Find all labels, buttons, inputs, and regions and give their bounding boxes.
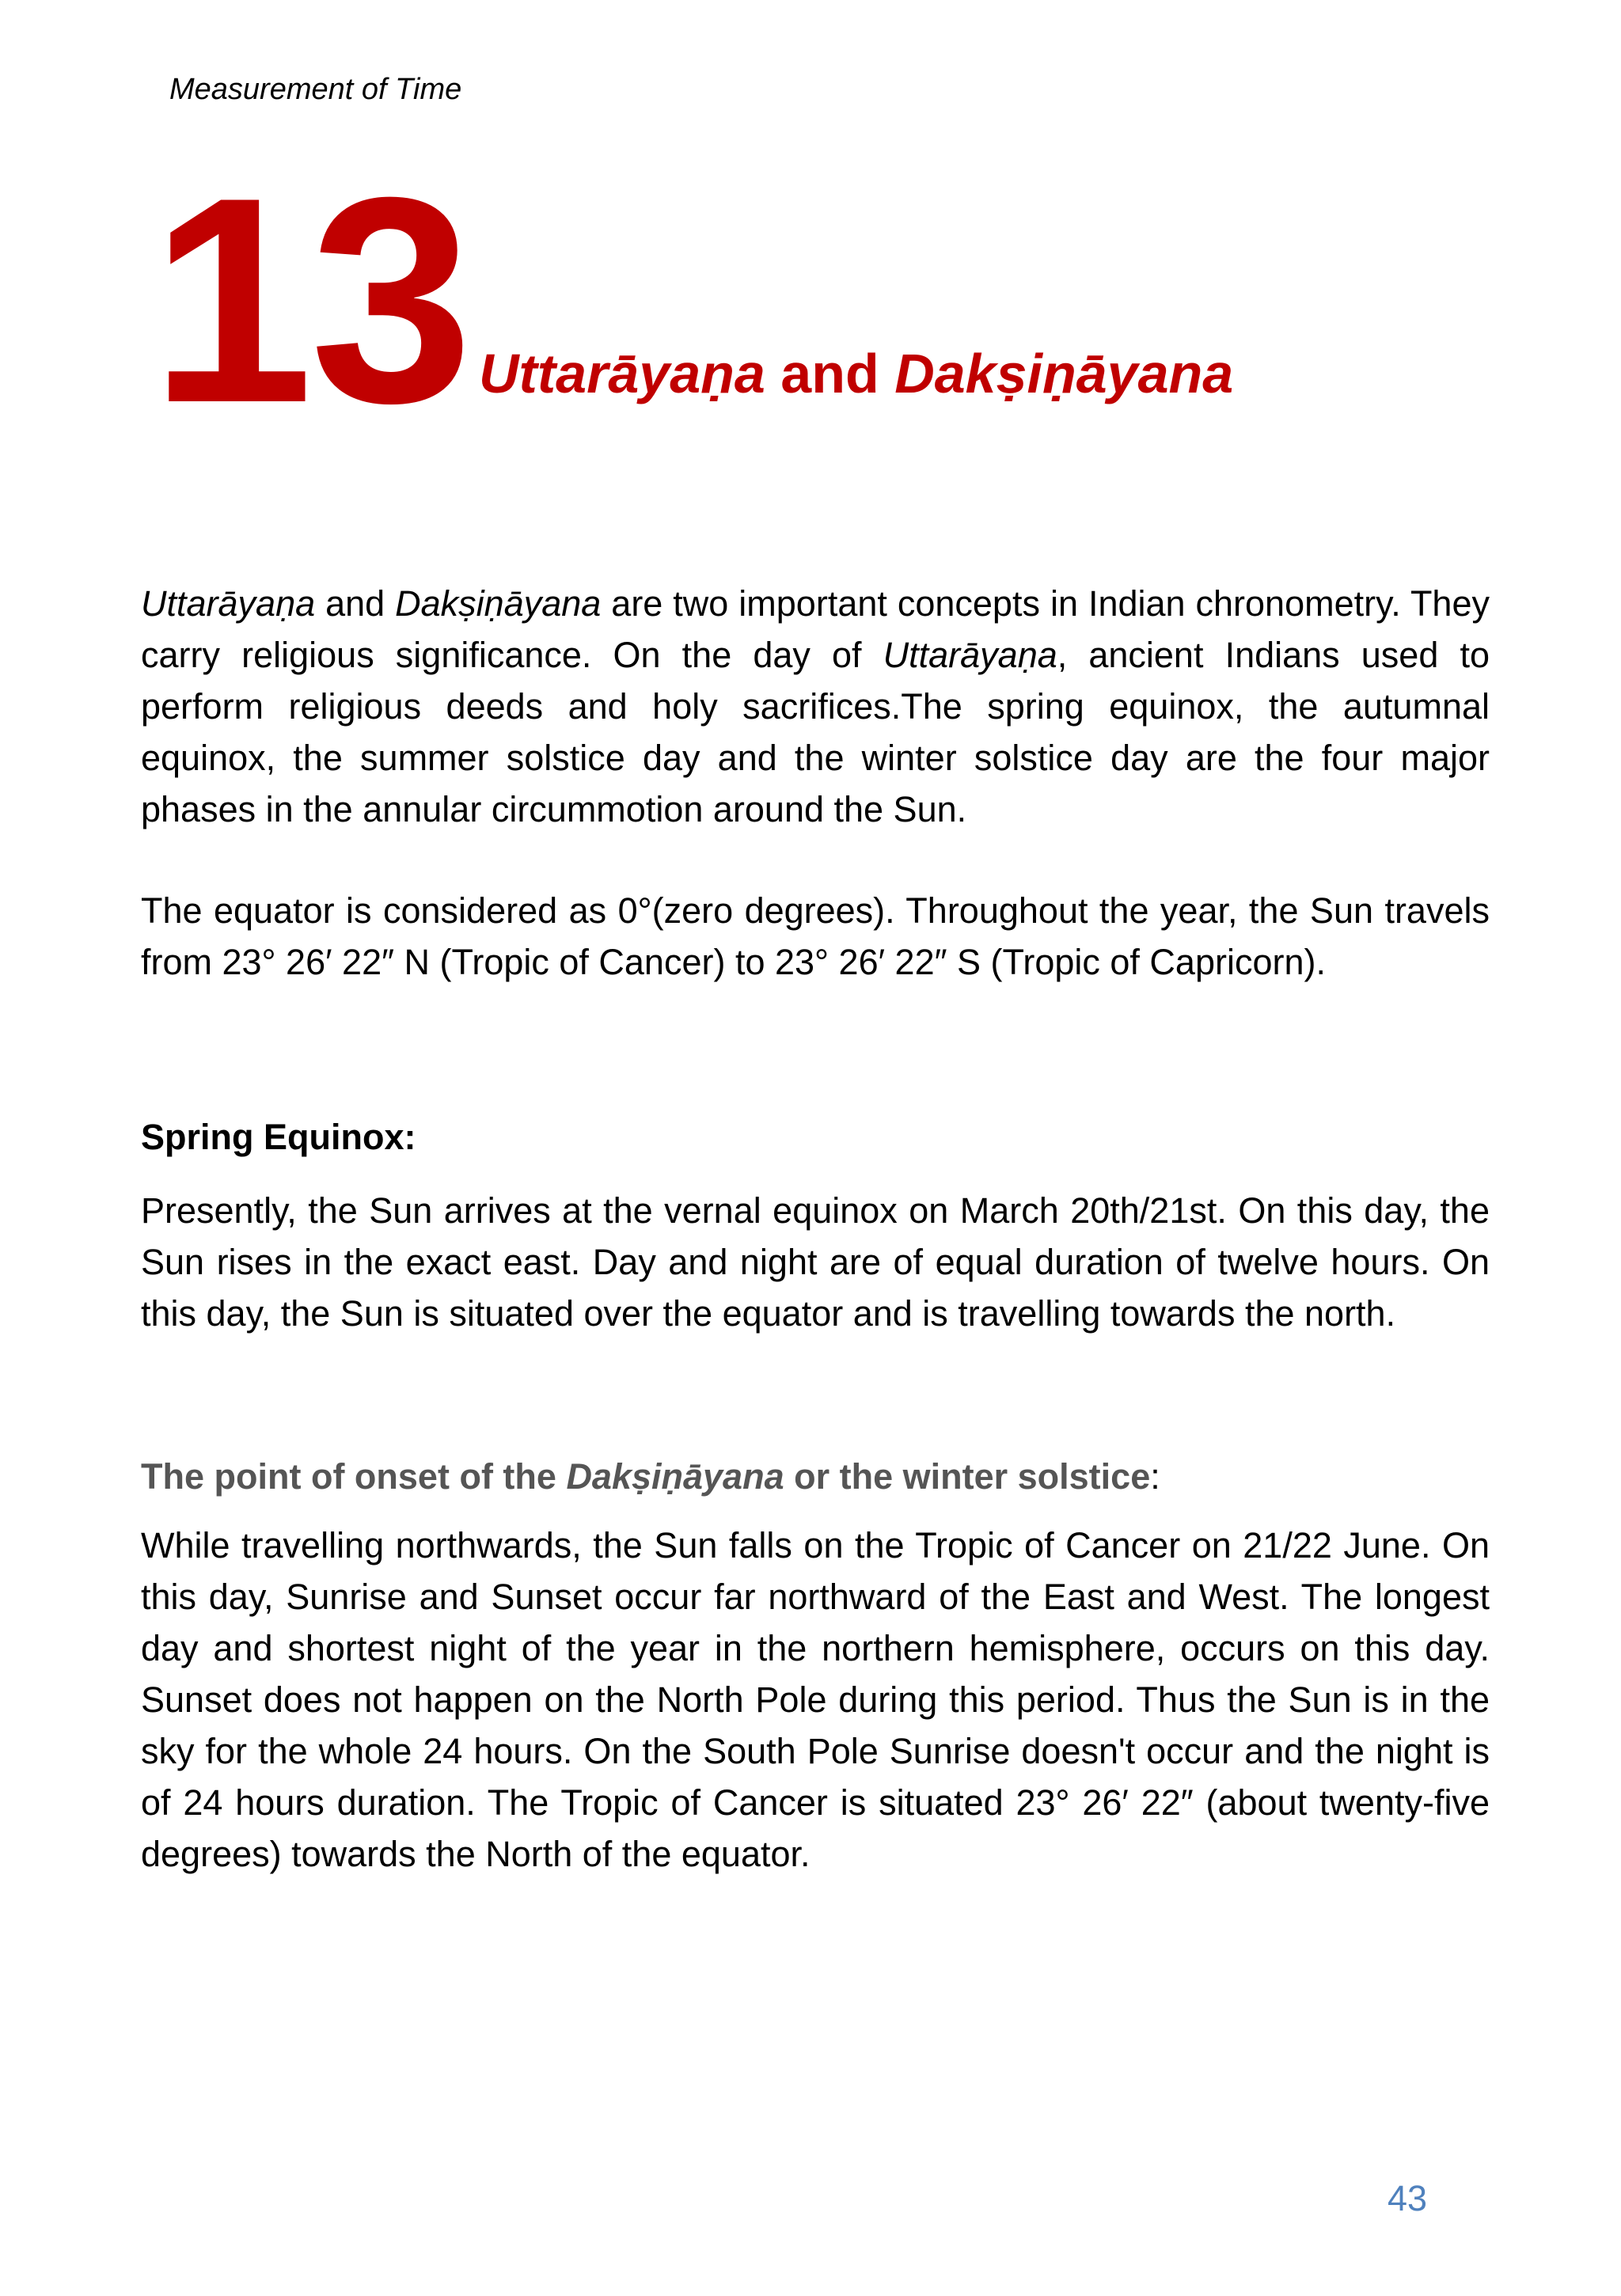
spring-equinox-heading: Spring Equinox: <box>141 1117 416 1157</box>
chapter-title-term-1: Uttarāyaṇa <box>479 343 765 404</box>
term-dakshinayana: Dakṣiṇāyana <box>395 583 602 624</box>
dakshinayana-onset-heading <box>141 1451 1160 1502</box>
intro-paragraph <box>141 578 1490 835</box>
onset-heading-colon: : <box>1150 1456 1160 1497</box>
equator-paragraph: The equator is considered as 0°(zero degrees). Throughout the year, the Sun travels from 23° 26′ 22″ N (Tropic of Cancer) to 23° 26′ 22″ S (Tropic of Capricorn). <box>141 890 1490 982</box>
spring-equinox-paragraph: Presently, the Sun arrives at the vernal equinox on March 20th/21st. On this day, the Sun rises in the exact east. Day and night are of equal duration of twelve hours. On this day, the Sun is situated over the equator and is travelling towards the north. <box>141 1190 1490 1334</box>
term-uttarayana-2: Uttarāyaṇa <box>883 635 1057 675</box>
chapter-title-term-2: Dakṣiṇāyana <box>894 343 1234 404</box>
term-uttarayana: Uttarāyaṇa <box>141 583 316 624</box>
intro-text-1: and <box>315 583 396 624</box>
page-number: 43 <box>1388 2178 1428 2218</box>
chapter-title-and: and <box>765 343 895 404</box>
onset-heading-prefix: The point of onset of the <box>141 1456 567 1497</box>
onset-heading-term: Dakṣiṇāyana <box>566 1456 784 1497</box>
winter-solstice-paragraph: While travelling northwards, the Sun falls on the Tropic of Cancer on 21/22 June. On this day, Sunrise and Sunset occur far northward of the East and West. The longest day and shortest night of the year in the northern hemisphere, occurs on this day. Sunset does not happen on the North Pole during this period. Thus the Sun is in the sky for the whole 24 hours. On the South Pole Sunrise doesn't occur and the night is of 24 hours duration. The Tropic of Cancer is situated 23° 26′ 22″ (about twenty-five degrees) towards the North of the equator. <box>141 1525 1490 1874</box>
chapter-number: 13 <box>150 137 470 464</box>
running-head: Measurement of Time <box>169 73 462 106</box>
onset-heading-suffix: or the winter solstice <box>784 1456 1151 1497</box>
intro-text-2: are two important concepts in Indian chronometry. They carry religious significance. On the day of <box>141 583 1490 675</box>
chapter-title <box>479 343 1234 404</box>
intro-text-3: , ancient Indians used to perform religious deeds and holy sacrifices.The spring equinox, the autumnal equinox, the summer solstice day and the winter solstice day are the four major phases in the annular circummotion around the Sun. <box>141 635 1490 829</box>
